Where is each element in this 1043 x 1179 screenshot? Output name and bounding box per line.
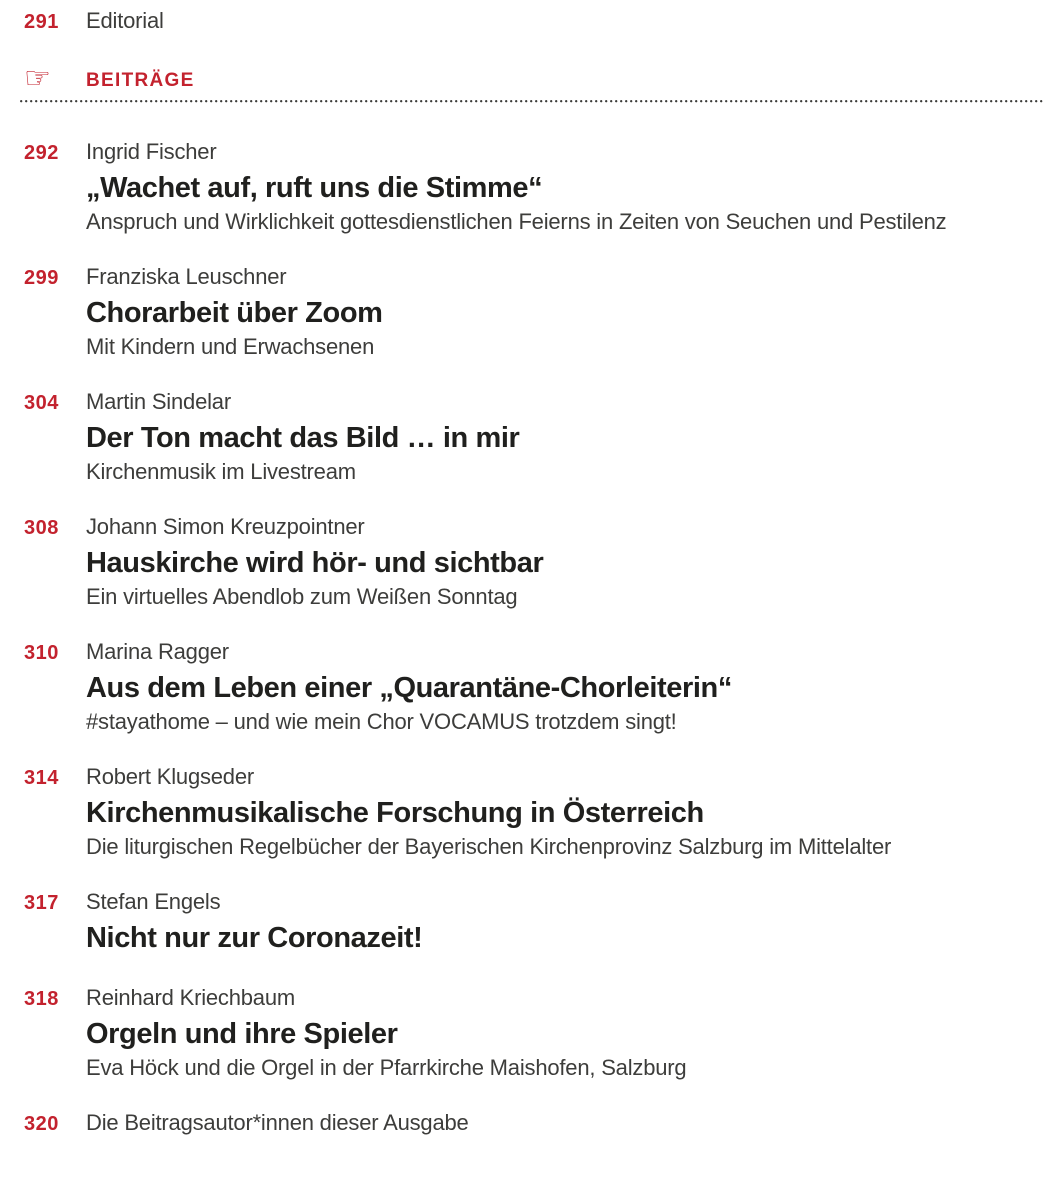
toc-entry: [24, 139, 1043, 235]
entry-subtitle: Kirchenmusik im Livestream: [86, 459, 356, 484]
editorial-label: Editorial: [86, 8, 164, 33]
page-number: 318: [24, 988, 59, 1010]
entry-author-row: [24, 264, 1043, 290]
toc-entry: [24, 514, 1043, 610]
entry-title-row: [24, 796, 1043, 831]
entry-author-row: [24, 139, 1043, 165]
toc-entries: [24, 139, 1043, 1081]
page-number: 317: [24, 892, 59, 914]
entry-subtitle: Mit Kindern und Erwachsenen: [86, 334, 375, 359]
entry-author-row: [24, 889, 1043, 915]
entry-title-row: [24, 546, 1043, 581]
toc-entry: [24, 889, 1043, 956]
page-number: 320: [24, 1113, 59, 1135]
entry-title-row: [24, 671, 1043, 706]
entry-subtitle: Die liturgischen Regelbücher der Bayerischen Kirchenprovinz Salzburg im Mittelalter: [86, 834, 892, 859]
entry-author: Ingrid Fischer: [86, 139, 217, 164]
entry-author: Robert Klugseder: [86, 764, 255, 789]
entry-subtitle-row: [24, 333, 1043, 360]
entry-subtitle-row: [24, 583, 1043, 610]
entry-subtitle: Ein virtuelles Abendlob zum Weißen Sonntag: [86, 584, 518, 609]
page-number: 308: [24, 517, 59, 539]
entry-title: Kirchenmusikalische Forschung in Österreich: [86, 797, 704, 829]
entry-subtitle-row: [24, 458, 1043, 485]
entry-title-row: [24, 921, 1043, 956]
entry-title-row: [24, 1017, 1043, 1052]
page-number: 292: [24, 142, 59, 164]
entry-author-row: [24, 389, 1043, 415]
page-number: 304: [24, 392, 59, 414]
page-number: 310: [24, 642, 59, 664]
entry-author-row: [24, 639, 1043, 665]
entry-title-row: [24, 171, 1043, 206]
entry-author-row: [24, 985, 1043, 1011]
entry-author: Reinhard Kriechbaum: [86, 985, 295, 1010]
toc-row-authors-page: [24, 1110, 1043, 1136]
entry-author-row: [24, 514, 1043, 540]
entry-subtitle: Eva Höck und die Orgel in der Pfarrkirche Maishofen, Salzburg: [86, 1055, 687, 1080]
entry-title-row: [24, 296, 1043, 331]
toc-entry: [24, 264, 1043, 360]
dotted-rule: [20, 100, 1043, 103]
manicule-icon: ☞: [24, 61, 51, 96]
entry-author: Franziska Leuschner: [86, 264, 287, 289]
entry-author: Marina Ragger: [86, 639, 229, 664]
entry-subtitle-row: [24, 708, 1043, 735]
entry-subtitle: #stayathome – und wie mein Chor VOCAMUS trotzdem singt!: [86, 709, 677, 734]
page-number: 314: [24, 767, 59, 789]
entry-author-row: [24, 764, 1043, 790]
entry-author: Stefan Engels: [86, 889, 221, 914]
toc-entry: [24, 985, 1043, 1081]
section-header-beitraege: [24, 61, 1043, 96]
entry-author: Martin Sindelar: [86, 389, 231, 414]
entry-subtitle-row: [24, 833, 1043, 860]
entry-author: Johann Simon Kreuzpointner: [86, 514, 365, 539]
section-title: BEITRÄGE: [86, 70, 195, 91]
authors-page-label: Die Beitragsautor*innen dieser Ausgabe: [86, 1110, 469, 1135]
entry-subtitle: Anspruch und Wirklichkeit gottesdienstlichen Feierns in Zeiten von Seuchen und Pestilenz: [86, 209, 947, 234]
entry-title: Aus dem Leben einer „Quarantäne-Chorleiterin“: [86, 672, 732, 704]
entry-subtitle-row: [24, 208, 1043, 235]
page-number: 299: [24, 267, 59, 289]
entry-subtitle-row: [24, 1054, 1043, 1081]
entry-title: Chorarbeit über Zoom: [86, 297, 383, 329]
toc-entry: [24, 389, 1043, 485]
page-number: 291: [24, 11, 59, 33]
entry-title-row: [24, 421, 1043, 456]
entry-title: Hauskirche wird hör- und sichtbar: [86, 547, 544, 579]
toc-entry: [24, 639, 1043, 735]
entry-title: Orgeln und ihre Spieler: [86, 1018, 398, 1050]
entry-title: Nicht nur zur Coronazeit!: [86, 922, 423, 954]
toc-row-editorial: [24, 8, 1043, 34]
toc-entry: [24, 764, 1043, 860]
entry-title: Der Ton macht das Bild … in mir: [86, 422, 520, 454]
entry-title: „Wachet auf, ruft uns die Stimme“: [86, 172, 543, 204]
